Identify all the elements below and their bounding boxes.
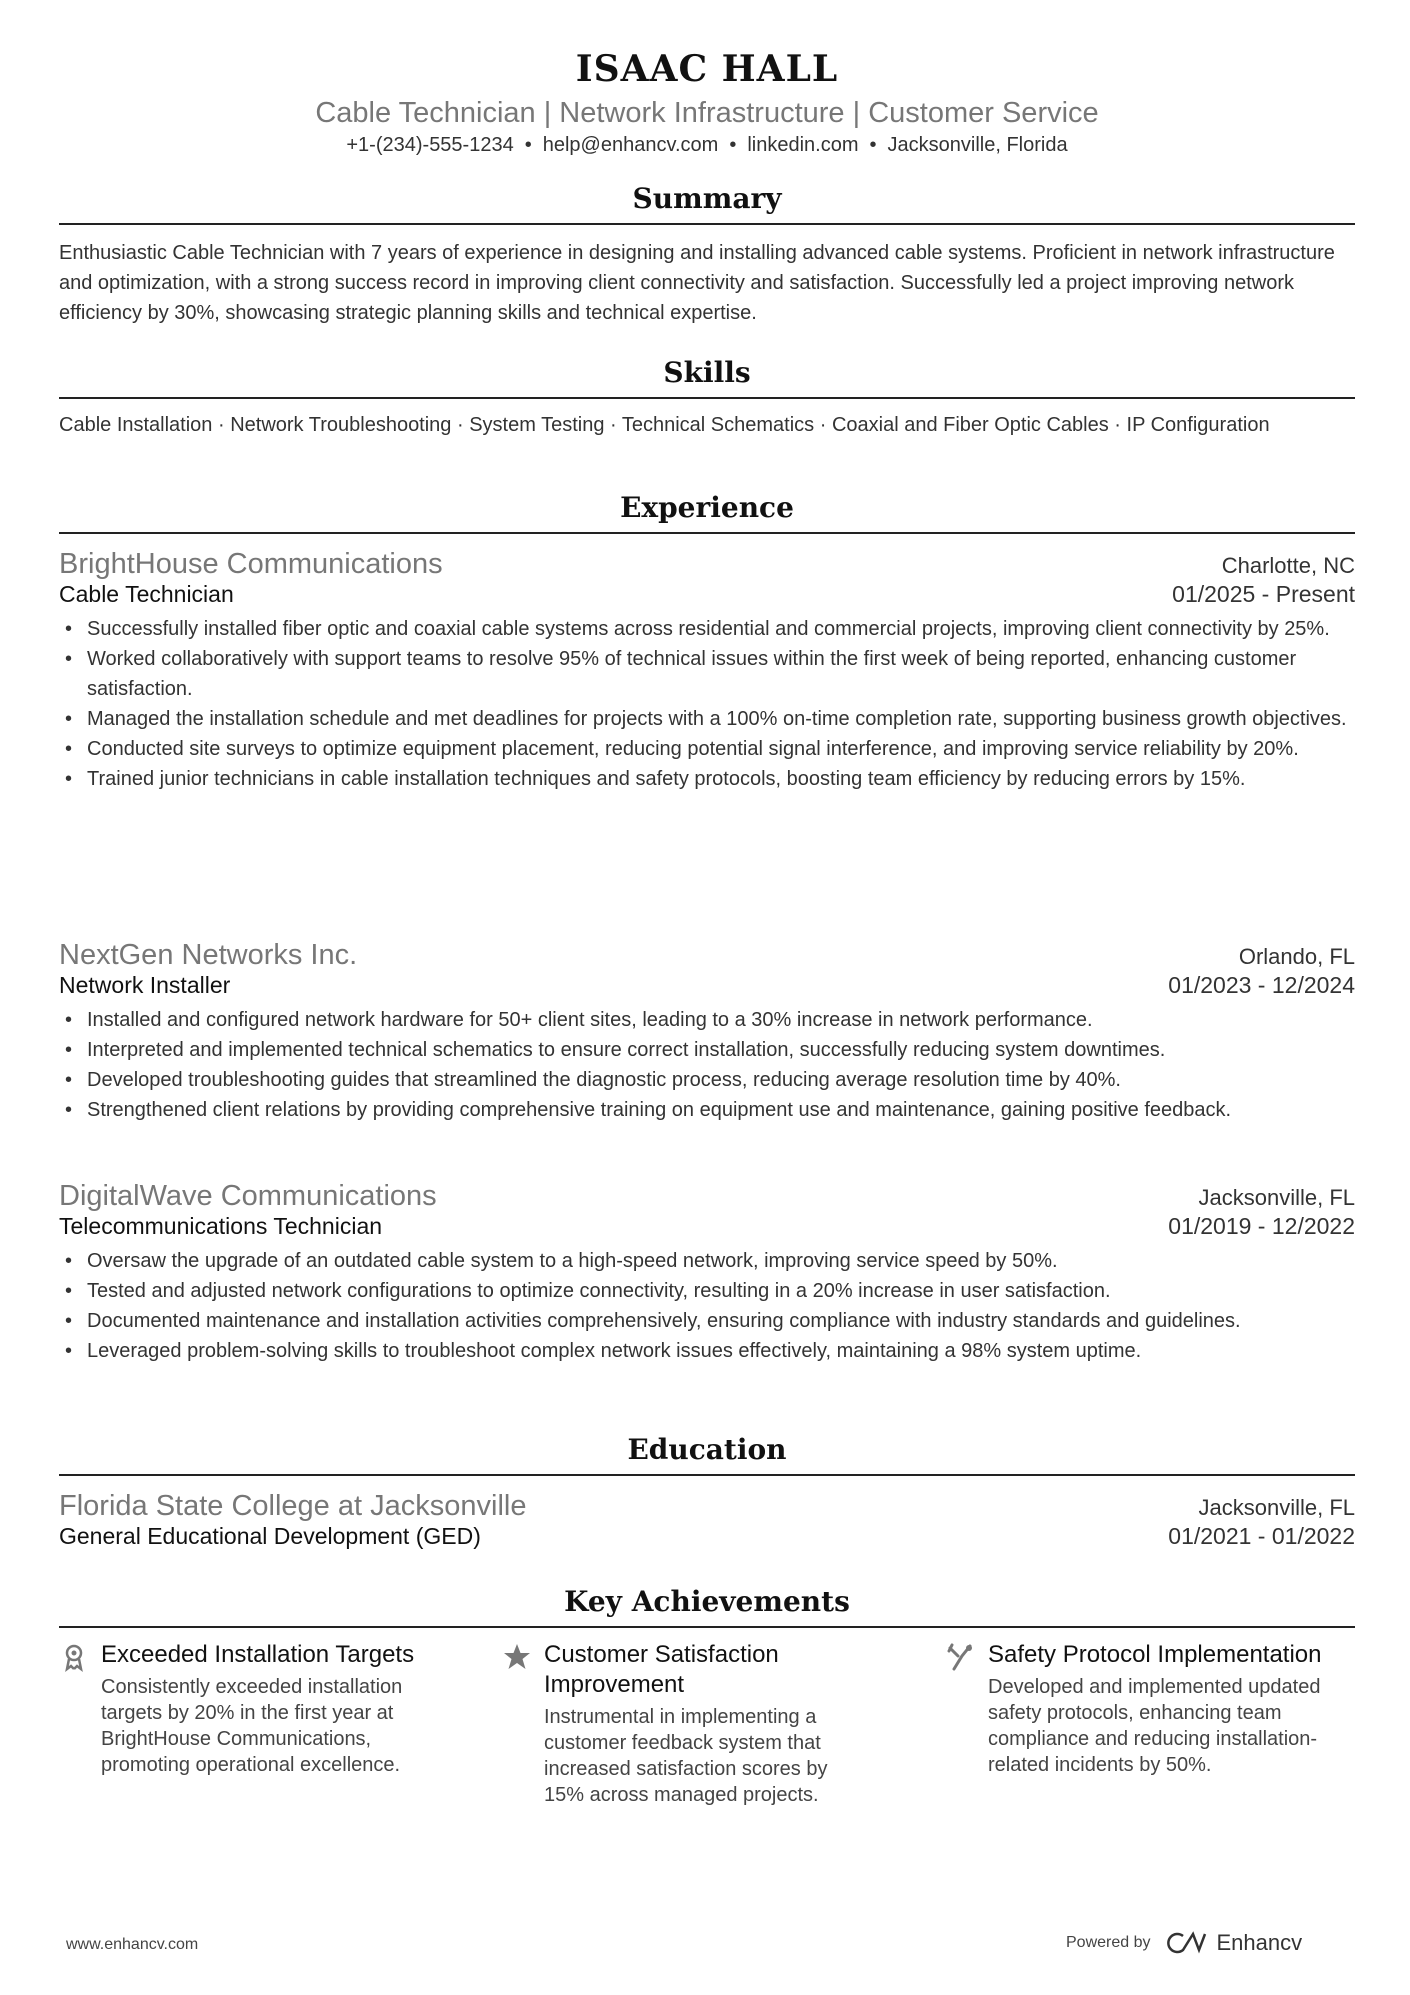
summary-text: Enthusiastic Cable Technician with 7 years of experience in designing and installing advanced cable systems. Proficient in network infrastructure and optimization, with a strong success record in improving client connectivity and satisfaction. Successfully led a project improving network efficiency by 30%, showcasing strategic planning skills and technical expertise. <box>59 242 1335 324</box>
job-entry <box>59 939 1355 1125</box>
bullet: • Developed troubleshooting guides that streamlined the diagnostic process, reducing average resolution time by 40%. <box>59 1065 1355 1095</box>
contact-line: +1-(234)-555-1234 • help@enhancv.com • linkedin.com • Jacksonville, Florida <box>346 134 1068 156</box>
bullet: • Conducted site surveys to optimize equipment placement, reducing potential signal interference, and improving service reliability by 20%. <box>59 734 1355 764</box>
achievement-text: Instrumental in implementing a customer feedback system that increased satisfaction scores by 15% across managed projects. <box>544 1706 828 1806</box>
brand-name: Enhancv <box>1216 1930 1303 1955</box>
bullet: • Trained junior technicians in cable installation techniques and safety protocols, boosting team efficiency by reducing errors by 15%. <box>59 764 1355 794</box>
job-title: Network Installer <box>59 972 231 998</box>
degree: General Educational Development (GED) <box>59 1523 481 1549</box>
job-entry <box>59 1180 1355 1366</box>
achievement-item <box>502 1640 872 1808</box>
achievement-title: Safety Protocol Implementation <box>988 1641 1322 1668</box>
job-entry <box>59 548 1355 794</box>
powered-by-label: Powered by <box>1066 1934 1151 1951</box>
experience-heading: Experience <box>59 491 1355 534</box>
job-title: Telecommunications Technician <box>59 1213 383 1239</box>
enhancv-logo-icon <box>1165 1930 1211 1956</box>
bullet: • Successfully installed fiber optic and coaxial cable systems across residential and commercial projects, improving client connectivity by 25%. <box>59 614 1355 644</box>
school-name: Florida State College at Jacksonville <box>59 1490 527 1522</box>
location: Jacksonville, Florida <box>887 134 1068 156</box>
job-location: Orlando, FL <box>1238 944 1355 969</box>
achievement-item <box>59 1640 429 1778</box>
achievement-title: Customer Satisfaction Improvement <box>544 1641 779 1698</box>
job-location: Charlotte, NC <box>1221 553 1355 578</box>
bullet: • Documented maintenance and installation activities comprehensively, ensuring compliance with industry standards and guidelines. <box>59 1306 1355 1336</box>
achievements-heading: Key Achievements <box>59 1585 1355 1628</box>
bullet: • Interpreted and implemented technical schematics to ensure correct installation, successfully reducing system downtimes. <box>59 1035 1355 1065</box>
education-heading: Education <box>59 1433 1355 1476</box>
headline: Cable Technician | Network Infrastructure | Customer Service <box>315 97 1099 129</box>
skills-list: Cable Installation · Network Troubleshooting · System Testing · Technical Schematics · Coaxial and Fiber Optic Cables · IP Configuration <box>59 414 1270 436</box>
achievement-text: Consistently exceeded installation targets by 20% in the first year at BrightHouse Communications, promoting operational excellence. <box>101 1676 403 1776</box>
achievement-title: Exceeded Installation Targets <box>101 1641 415 1668</box>
bullet: • Worked collaboratively with support teams to resolve 95% of technical issues within the first week of being reported, enhancing customer satisfaction. <box>59 644 1355 704</box>
bullet: • Strengthened client relations by providing comprehensive training on equipment use and maintenance, gaining positive feedback. <box>59 1095 1355 1125</box>
job-title: Cable Technician <box>59 581 234 607</box>
education-entry <box>59 1490 1355 1550</box>
achievement-text: Developed and implemented updated safety protocols, enhancing team compliance and reducing installation-related incidents by 50%. <box>988 1676 1321 1776</box>
skills-heading: Skills <box>59 356 1355 399</box>
achievement-item <box>946 1640 1356 1778</box>
company-name: BrightHouse Communications <box>59 548 443 580</box>
bullet: • Oversaw the upgrade of an outdated cable system to a high-speed network, improving service speed by 50%. <box>59 1246 1355 1276</box>
job-bullets <box>59 1246 1355 1366</box>
job-dates: 01/2019 - 12/2022 <box>1168 1213 1355 1239</box>
job-bullets <box>59 614 1355 794</box>
award-icon <box>59 1642 89 1672</box>
linkedin[interactable]: linkedin.com <box>747 134 859 156</box>
job-bullets <box>59 1005 1355 1125</box>
job-location: Jacksonville, FL <box>1198 1185 1355 1210</box>
summary-heading: Summary <box>59 182 1355 225</box>
bullet: • Managed the installation schedule and met deadlines for projects with a 100% on-time completion rate, supporting business growth objectives. <box>59 704 1355 734</box>
education-dates: 01/2021 - 01/2022 <box>1168 1523 1355 1549</box>
email[interactable]: help@enhancv.com <box>542 134 719 156</box>
company-name: DigitalWave Communications <box>59 1180 437 1212</box>
job-dates: 01/2023 - 12/2024 <box>1168 972 1355 998</box>
bullet: • Tested and adjusted network configurations to optimize connectivity, resulting in a 20% increase in user satisfaction. <box>59 1276 1355 1306</box>
tools-icon <box>946 1642 976 1672</box>
job-dates: 01/2025 - Present <box>1172 581 1355 607</box>
bullet: • Installed and configured network hardware for 50+ client sites, leading to a 30% increase in network performance. <box>59 1005 1355 1035</box>
footer-website[interactable]: www.enhancv.com <box>66 1936 199 1953</box>
bullet: • Leveraged problem-solving skills to troubleshoot complex network issues effectively, maintaining a 98% system uptime. <box>59 1336 1355 1366</box>
company-name: NextGen Networks Inc. <box>59 939 358 971</box>
powered-by[interactable] <box>1066 1930 1302 1956</box>
school-location: Jacksonville, FL <box>1198 1495 1355 1520</box>
candidate-name: ISAAC HALL <box>575 48 839 90</box>
phone: +1-(234)-555-1234 <box>346 134 514 156</box>
star-icon <box>502 1642 532 1672</box>
